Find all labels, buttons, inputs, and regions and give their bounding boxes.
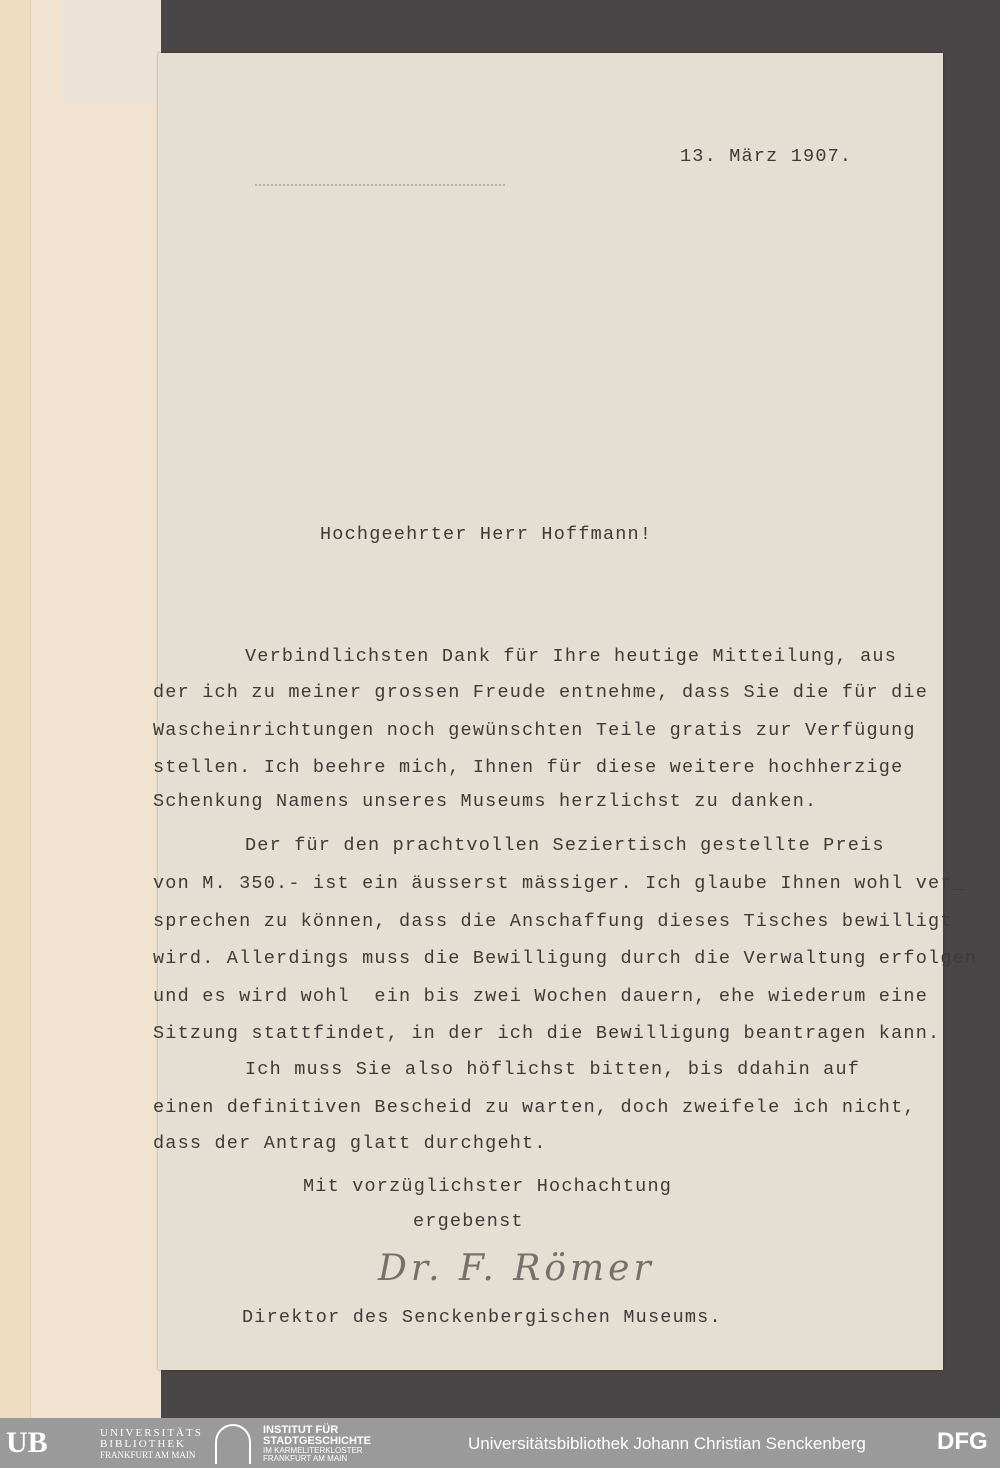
closing: Mit vorzüglichster Hochachtung	[303, 1176, 673, 1197]
dfg-logo[interactable]: DFG	[937, 1428, 988, 1455]
body-line: von M. 350.- ist ein äusserst mässiger. Ich glaube Ihnen wohl ver_	[153, 873, 965, 894]
signatory-title: Direktor des Senckenbergischen Museums.	[242, 1307, 722, 1328]
body-line: einen definitiven Bescheid zu warten, doch zweifele ich nicht,	[153, 1097, 916, 1118]
inst-line: INSTITUT FÜR	[263, 1424, 339, 1436]
signature: Dr. F. Römer	[378, 1248, 655, 1289]
letter-date: 13. März 1907.	[680, 146, 853, 167]
closing-ergebenst: ergebenst	[413, 1211, 524, 1232]
ub-logo[interactable]: UB	[6, 1426, 48, 1459]
inst-line: FRANKFURT AM MAIN	[263, 1454, 348, 1463]
ub-logo-text	[100, 1428, 203, 1461]
body-line: und es wird wohl ein bis zwei Wochen dauern, ehe wiederum eine	[153, 986, 929, 1007]
body-line: Ich muss Sie also höflichst bitten, bis ddahin auf	[245, 1059, 861, 1080]
inst-line: IM KARMELITERKLOSTER	[263, 1446, 363, 1455]
body-line: dass der Antrag glatt durchgeht.	[153, 1133, 547, 1154]
library-name-link[interactable]: Universitätsbibliothek Johann Christian Senckenberg	[468, 1434, 866, 1453]
underlying-page-top	[60, 0, 160, 105]
institute-logo-text[interactable]	[263, 1425, 371, 1463]
ub-line: BIBLIOTHEK	[100, 1438, 186, 1450]
footer-bar	[0, 1418, 1000, 1468]
body-line: Schenkung Namens unseres Museums herzlichst zu danken.	[153, 791, 818, 812]
faint-letterhead-trace	[255, 184, 505, 186]
letter-page	[158, 53, 943, 1370]
underlying-page-edge	[0, 0, 30, 1418]
body-line: Der für den prachtvollen Seziertisch gestellte Preis	[245, 835, 885, 856]
body-line: Wascheinrichtungen noch gewünschten Teile gratis zur Verfügung	[153, 720, 916, 741]
body-line: sprechen zu können, dass die Anschaffung dieses Tisches bewilligt	[153, 911, 953, 932]
body-line: stellen. Ich beehre mich, Ihnen für diese weitere hochherzige	[153, 757, 904, 778]
ub-line: UNIVERSITÄTS	[100, 1427, 203, 1439]
body-line: Sitzung stattfindet, in der ich die Bewilligung beantragen kann.	[153, 1023, 941, 1044]
underlying-page	[30, 0, 161, 1418]
salutation: Hochgeehrter Herr Hoffmann!	[320, 524, 653, 545]
body-line: Verbindlichsten Dank für Ihre heutige Mitteilung, aus	[245, 646, 897, 667]
institute-arch-icon	[215, 1424, 251, 1464]
ub-line: FRANKFURT AM MAIN	[100, 1450, 196, 1460]
inst-line: STADTGESCHICHTE	[263, 1435, 371, 1447]
body-line: wird. Allerdings muss die Bewilligung durch die Verwaltung erfolgen	[153, 948, 978, 969]
body-line: der ich zu meiner grossen Freude entnehme, dass Sie die für die	[153, 682, 929, 703]
